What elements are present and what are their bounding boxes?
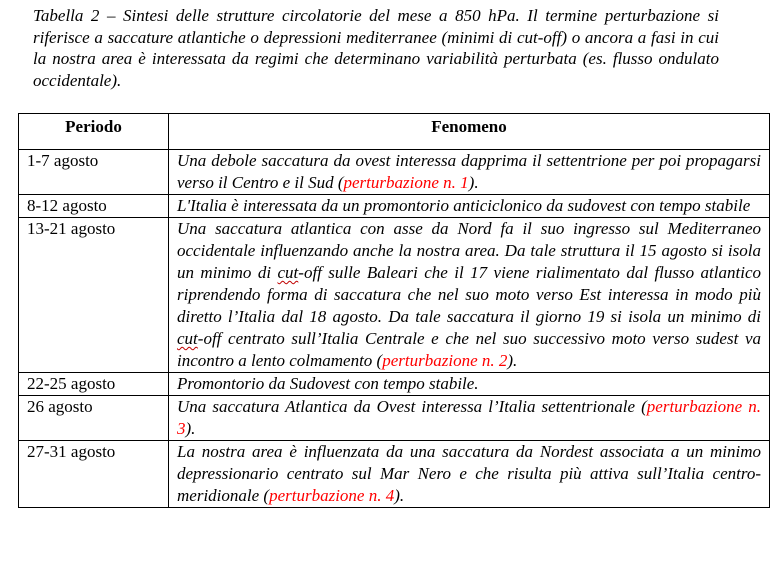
phenomenon-text: -off sulle Baleari che il 17 viene rialimentato dal flusso atlantico riprendendo forma di saccatura che nel suo moto verso Est interessa in modo più diretto l’Italia dal 18 agosto. Da tale saccatura il giorno 19 si isola un minimo di [177,263,761,326]
table-row [19,150,770,195]
period-cell: 1-7 agosto [19,150,169,195]
table-row [19,218,770,373]
spellcheck-word: cut [277,263,299,282]
period-cell: 8-12 agosto [19,195,169,218]
synthesis-table [18,113,770,508]
phenomenon-text: L'Italia è interessata da un promontorio anticiclonico da sudovest con tempo stabile [177,196,751,215]
perturbation-label: perturbazione n. 4 [269,486,395,505]
phenomenon-cell [169,150,770,195]
phenomenon-cell [169,373,770,396]
phenomenon-text: Una debole saccatura da ovest interessa dapprima il settentrione per poi propagarsi verso il Centro e il Sud ( [177,151,761,192]
perturbation-label: perturbazione n. 1 [343,173,469,192]
header-phenomenon: Fenomeno [169,114,770,150]
table-caption: Tabella 2 – Sintesi delle strutture circolatorie del mese a 850 hPa. Il termine perturbazione si riferisce a saccature atlantiche o depressioni mediterranee (minimi di cut-off) o ancora a fasi in cui la nostra area è interessata da regimi che determinano variabilità perturbata (es. flusso ondulato occidentale). [33,6,719,90]
phenomenon-text: ). [185,419,196,438]
phenomenon-cell [169,441,770,508]
period-cell: 13-21 agosto [19,218,169,373]
phenomenon-text: Promontorio da Sudovest con tempo stabile. [177,374,479,393]
phenomenon-text: ). [507,351,518,370]
table-row [19,373,770,396]
phenomenon-text: La nostra area è influenzata da una saccatura da Nordest associata a un minimo depressionario centrato sul Mar Nero e che risulta più attiva sull’Italia centro-meridionale ( [177,442,761,505]
table-row [19,396,770,441]
table-row [19,441,770,508]
table-row [19,195,770,218]
phenomenon-text: ). [468,173,479,192]
period-cell: 27-31 agosto [19,441,169,508]
phenomenon-cell [169,218,770,373]
period-cell: 22-25 agosto [19,373,169,396]
perturbation-label: perturbazione n. 3 [177,397,761,438]
phenomenon-text: Una saccatura atlantica con asse da Nord fa il suo ingresso sul Mediterraneo occidentale influenzando anche la nostra area. Da tale struttura il 15 agosto si isola un minimo di [177,219,761,282]
header-period: Periodo [19,114,169,150]
spellcheck-word: cut [177,329,198,348]
perturbation-label: perturbazione n. 2 [382,351,508,370]
phenomenon-cell [169,396,770,441]
phenomenon-text: Una saccatura Atlantica da Ovest interessa l’Italia settentrionale ( [177,397,647,416]
phenomenon-text: ). [394,486,405,505]
phenomenon-text: -off centrato sull’Italia Centrale e che nel suo successivo moto verso sudest va incontro a lento colmamento ( [177,329,761,370]
period-cell: 26 agosto [19,396,169,441]
table-header-row [19,114,770,150]
phenomenon-cell [169,195,770,218]
